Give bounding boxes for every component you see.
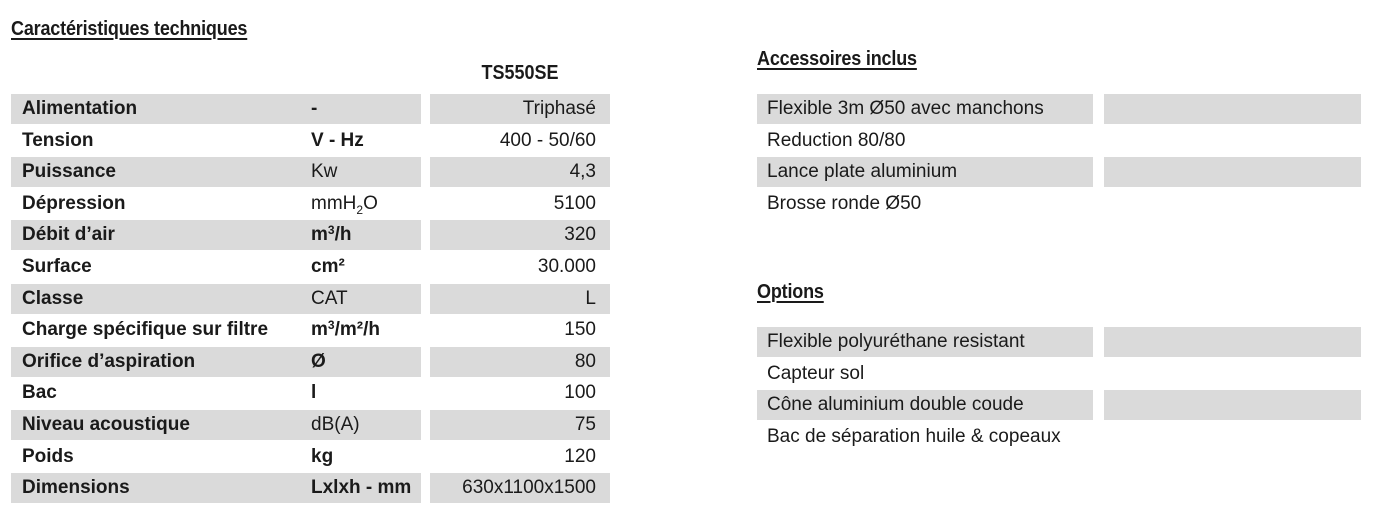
accessory-label: Flexible 3m Ø50 avec manchons <box>757 94 1093 124</box>
spec-label: Niveau acoustique <box>11 410 421 440</box>
unit-main: m <box>311 224 328 246</box>
option-label: Capteur sol <box>767 362 865 384</box>
spec-value: L <box>430 284 610 314</box>
spec-unit: dB(A) <box>311 413 360 435</box>
spec-row-depression <box>11 189 610 221</box>
spec-label: Puissance <box>11 157 421 187</box>
spec-row-orifice <box>11 347 610 379</box>
unit-subscript: 2 <box>356 202 364 217</box>
spec-unit: V - Hz <box>311 129 364 151</box>
unit-superscript: 3 <box>327 223 335 238</box>
spec-row-charge-filtre <box>11 315 610 347</box>
spec-label: Classe <box>11 284 421 314</box>
unit-tail: O <box>363 192 378 214</box>
spec-row-tension <box>11 126 610 158</box>
spec-table <box>11 94 610 505</box>
list-item <box>757 327 1361 359</box>
spec-label: Alimentation <box>11 94 421 124</box>
spec-value: 120 <box>564 445 596 467</box>
spec-value: 100 <box>564 382 596 404</box>
tech-specs-heading: Caractéristiques techniques <box>11 18 248 40</box>
empty-cell <box>1104 94 1361 124</box>
unit-superscript: 3 <box>327 318 335 333</box>
spec-row-poids <box>11 442 610 474</box>
spec-row-niveau-acoustique <box>11 410 610 442</box>
spec-label: Orifice d’aspiration <box>11 347 421 377</box>
spec-value: 30.000 <box>537 255 596 277</box>
empty-cell <box>1104 327 1361 357</box>
spec-value: 630x1100x1500 <box>430 473 610 503</box>
spec-row-puissance <box>11 157 610 189</box>
spec-row-classe <box>11 284 610 316</box>
list-item <box>757 422 1361 454</box>
accessory-label: Lance plate aluminium <box>757 157 1093 187</box>
spec-value: 4,3 <box>430 157 610 187</box>
spec-label: Dimensions <box>11 473 421 503</box>
list-item <box>757 390 1361 422</box>
option-label: Cône aluminium double coude <box>757 390 1093 420</box>
options-list <box>757 327 1361 453</box>
spec-row-debit-air <box>11 220 610 252</box>
list-item <box>757 359 1361 391</box>
spec-row-bac <box>11 378 610 410</box>
spec-label: Poids <box>22 445 74 467</box>
spec-value: 400 - 50/60 <box>499 129 596 151</box>
spec-unit <box>311 189 421 219</box>
spec-label: Surface <box>22 255 92 277</box>
unit-main: mmH <box>311 192 357 214</box>
spec-unit: l <box>311 382 317 404</box>
spec-unit <box>311 220 421 250</box>
model-name: TS550SE <box>481 62 559 84</box>
list-item <box>757 157 1361 189</box>
option-label: Bac de séparation huile & copeaux <box>767 425 1061 447</box>
accessories-list <box>757 94 1361 220</box>
spec-label: Charge spécifique sur filtre <box>22 319 269 341</box>
spec-value: 5100 <box>553 192 596 214</box>
spec-unit: Kw <box>311 161 338 183</box>
spec-value: 80 <box>430 347 610 377</box>
spec-label: Bac <box>22 382 57 404</box>
spec-unit: - <box>311 98 318 119</box>
spec-label: Dépression <box>22 192 126 214</box>
spec-value: 320 <box>430 220 610 250</box>
empty-cell <box>1104 157 1361 187</box>
spec-label: Tension <box>22 129 94 151</box>
accessory-label: Reduction 80/80 <box>767 129 906 151</box>
options-heading: Options <box>757 281 824 303</box>
spec-row-alimentation <box>11 94 610 126</box>
spec-unit <box>311 315 421 345</box>
spec-unit: Lxlxh - mm <box>311 477 412 499</box>
spec-unit: cm² <box>311 255 345 277</box>
list-item <box>757 94 1361 126</box>
spec-row-surface <box>11 252 610 284</box>
option-label: Flexible polyuréthane resistant <box>757 327 1093 357</box>
accessories-heading: Accessoires inclus <box>757 48 917 70</box>
spec-value: Triphasé <box>430 94 610 124</box>
accessory-label: Brosse ronde Ø50 <box>767 192 922 214</box>
list-item <box>757 189 1361 221</box>
empty-cell <box>1104 390 1361 420</box>
unit-tail: /h <box>334 224 352 246</box>
unit-main: m <box>311 319 328 341</box>
spec-value: 150 <box>564 319 596 341</box>
spec-label: Débit d’air <box>11 220 421 250</box>
spec-unit: Ø <box>311 350 326 372</box>
unit-tail: /m²/h <box>334 319 380 341</box>
spec-unit: CAT <box>311 287 348 309</box>
list-item <box>757 126 1361 158</box>
spec-row-dimensions <box>11 473 610 505</box>
spec-value: 75 <box>430 410 610 440</box>
spec-unit: kg <box>311 445 334 467</box>
